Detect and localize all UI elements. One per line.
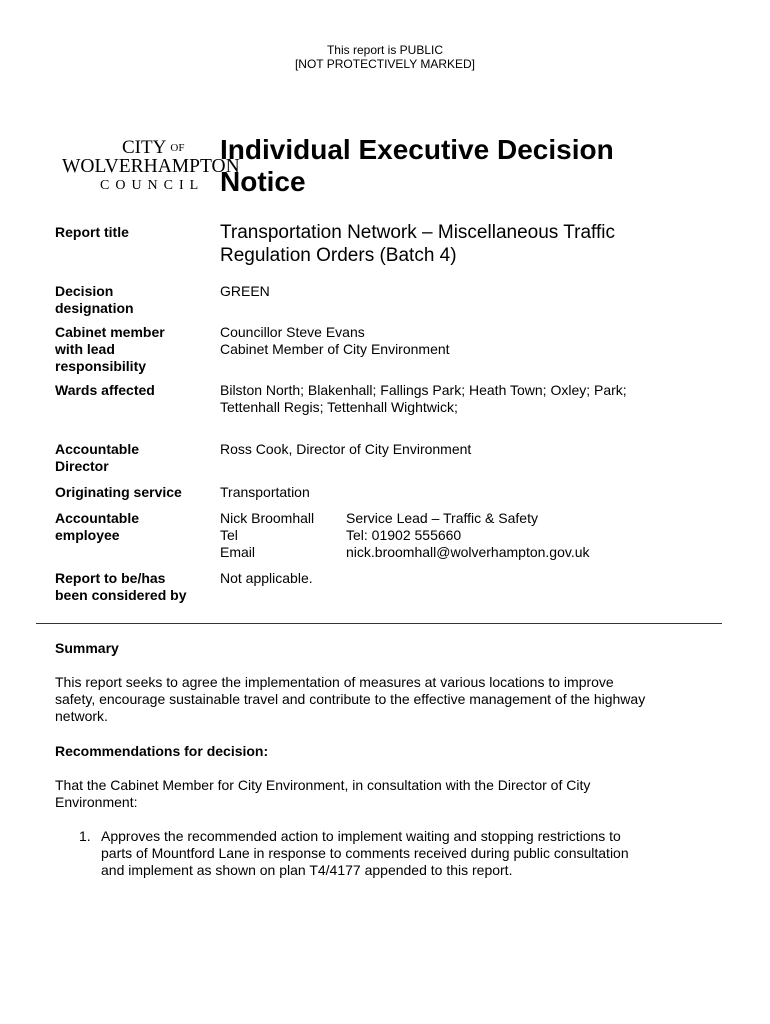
logo-city-line [122, 138, 184, 158]
accountable-director-value: Ross Cook, Director of City Environment [220, 441, 472, 457]
public-notice: This report is PUBLIC [326, 43, 444, 57]
report-title-label: Report title [55, 224, 129, 240]
accountable-employee-label-line-2: employee [55, 527, 120, 543]
recommendations-intro [55, 777, 720, 811]
summary-heading: Summary [55, 640, 119, 656]
report-considered-label-line-1: Report to be/has [55, 570, 166, 586]
cabinet-member-label-line-2: with lead [55, 341, 115, 357]
report-title-line-2: Regulation Orders (Batch 4) [220, 245, 457, 266]
decision-designation-label [55, 283, 215, 317]
report-considered-label [55, 570, 215, 604]
cabinet-member-name: Councillor Steve Evans [220, 324, 365, 340]
summary-paragraph [55, 674, 720, 725]
recommendations-intro-line-2: Environment: [55, 794, 138, 810]
decision-designation-value: GREEN [220, 283, 270, 299]
recommendation-item [101, 828, 701, 879]
employee-field-labels [220, 510, 340, 561]
employee-role: Service Lead – Traffic & Safety [346, 510, 538, 526]
recommendation-line-3: and implement as shown on plan T4/4177 appended to this report. [101, 862, 513, 878]
cabinet-member-label-line-1: Cabinet member [55, 324, 165, 340]
employee-email-label: Email [220, 544, 256, 560]
employee-email-value: nick.broomhall@wolverhampton.gov.uk [346, 544, 590, 560]
summary-line-1: This report seeks to agree the implementation of measures at various locations to improve [55, 674, 614, 690]
recommendation-line-1: Approves the recommended action to implement waiting and stopping restrictions to [101, 828, 621, 844]
cabinet-member-label-line-3: responsibility [55, 358, 147, 374]
logo-of-text: OF [170, 142, 185, 154]
decision-designation-label-line-2: designation [55, 300, 134, 316]
cabinet-member-label [55, 324, 215, 375]
originating-service-label: Originating service [55, 484, 182, 500]
accountable-employee-label-line-1: Accountable [55, 510, 140, 526]
logo-council-text: COUNCIL [100, 178, 205, 193]
summary-line-2: safety, encourage sustainable travel and contribute to the effective management of the highway [55, 691, 646, 707]
accountable-director-label-line-2: Director [55, 458, 109, 474]
report-title-line-1: Transportation Network – Miscellaneous Traffic [220, 222, 615, 243]
summary-line-3: network. [55, 708, 108, 724]
wards-affected-line-2: Tettenhall Regis; Tettenhall Wightwick; [220, 399, 458, 415]
employee-tel-label: Tel [220, 527, 238, 543]
title-line-1: Individual Executive Decision [220, 134, 614, 165]
decision-designation-label-line-1: Decision [55, 283, 114, 299]
originating-service-value: Transportation [220, 484, 310, 500]
marking-notice: [NOT PROTECTIVELY MARKED] [294, 57, 476, 71]
recommendation-number: 1. [79, 828, 91, 844]
employee-name: Nick Broomhall [220, 510, 315, 526]
report-title-value [220, 221, 700, 267]
cabinet-member-role: Cabinet Member of City Environment [220, 341, 450, 357]
recommendations-intro-line-1: That the Cabinet Member for City Environment, in consultation with the Director of City [55, 777, 591, 793]
employee-tel-value: Tel: 01902 555660 [346, 527, 462, 543]
accountable-employee-label [55, 510, 215, 544]
employee-field-values [346, 510, 716, 561]
page-title [220, 134, 720, 198]
recommendation-line-2: parts of Mountford Lane in response to comments received during public consultation [101, 845, 629, 861]
section-divider [36, 623, 722, 624]
accountable-director-label [55, 441, 215, 475]
council-logo [62, 137, 240, 194]
wards-affected-value [220, 382, 720, 416]
accountable-director-label-line-1: Accountable [55, 441, 140, 457]
logo-city-text: CITY [122, 137, 166, 158]
cabinet-member-value [220, 324, 720, 358]
report-considered-value: Not applicable. [220, 570, 313, 586]
title-line-2: Notice [220, 166, 306, 197]
wards-affected-line-1: Bilston North; Blakenhall; Fallings Park; Heath Town; Oxley; Park; [220, 382, 627, 398]
recommendations-heading: Recommendations for decision: [55, 743, 269, 759]
protective-marking-header [0, 43, 770, 71]
logo-wolverhampton-text: WOLVERHAMPTON [62, 156, 240, 177]
wards-affected-label: Wards affected [55, 382, 155, 398]
report-considered-label-line-2: been considered by [55, 587, 187, 603]
